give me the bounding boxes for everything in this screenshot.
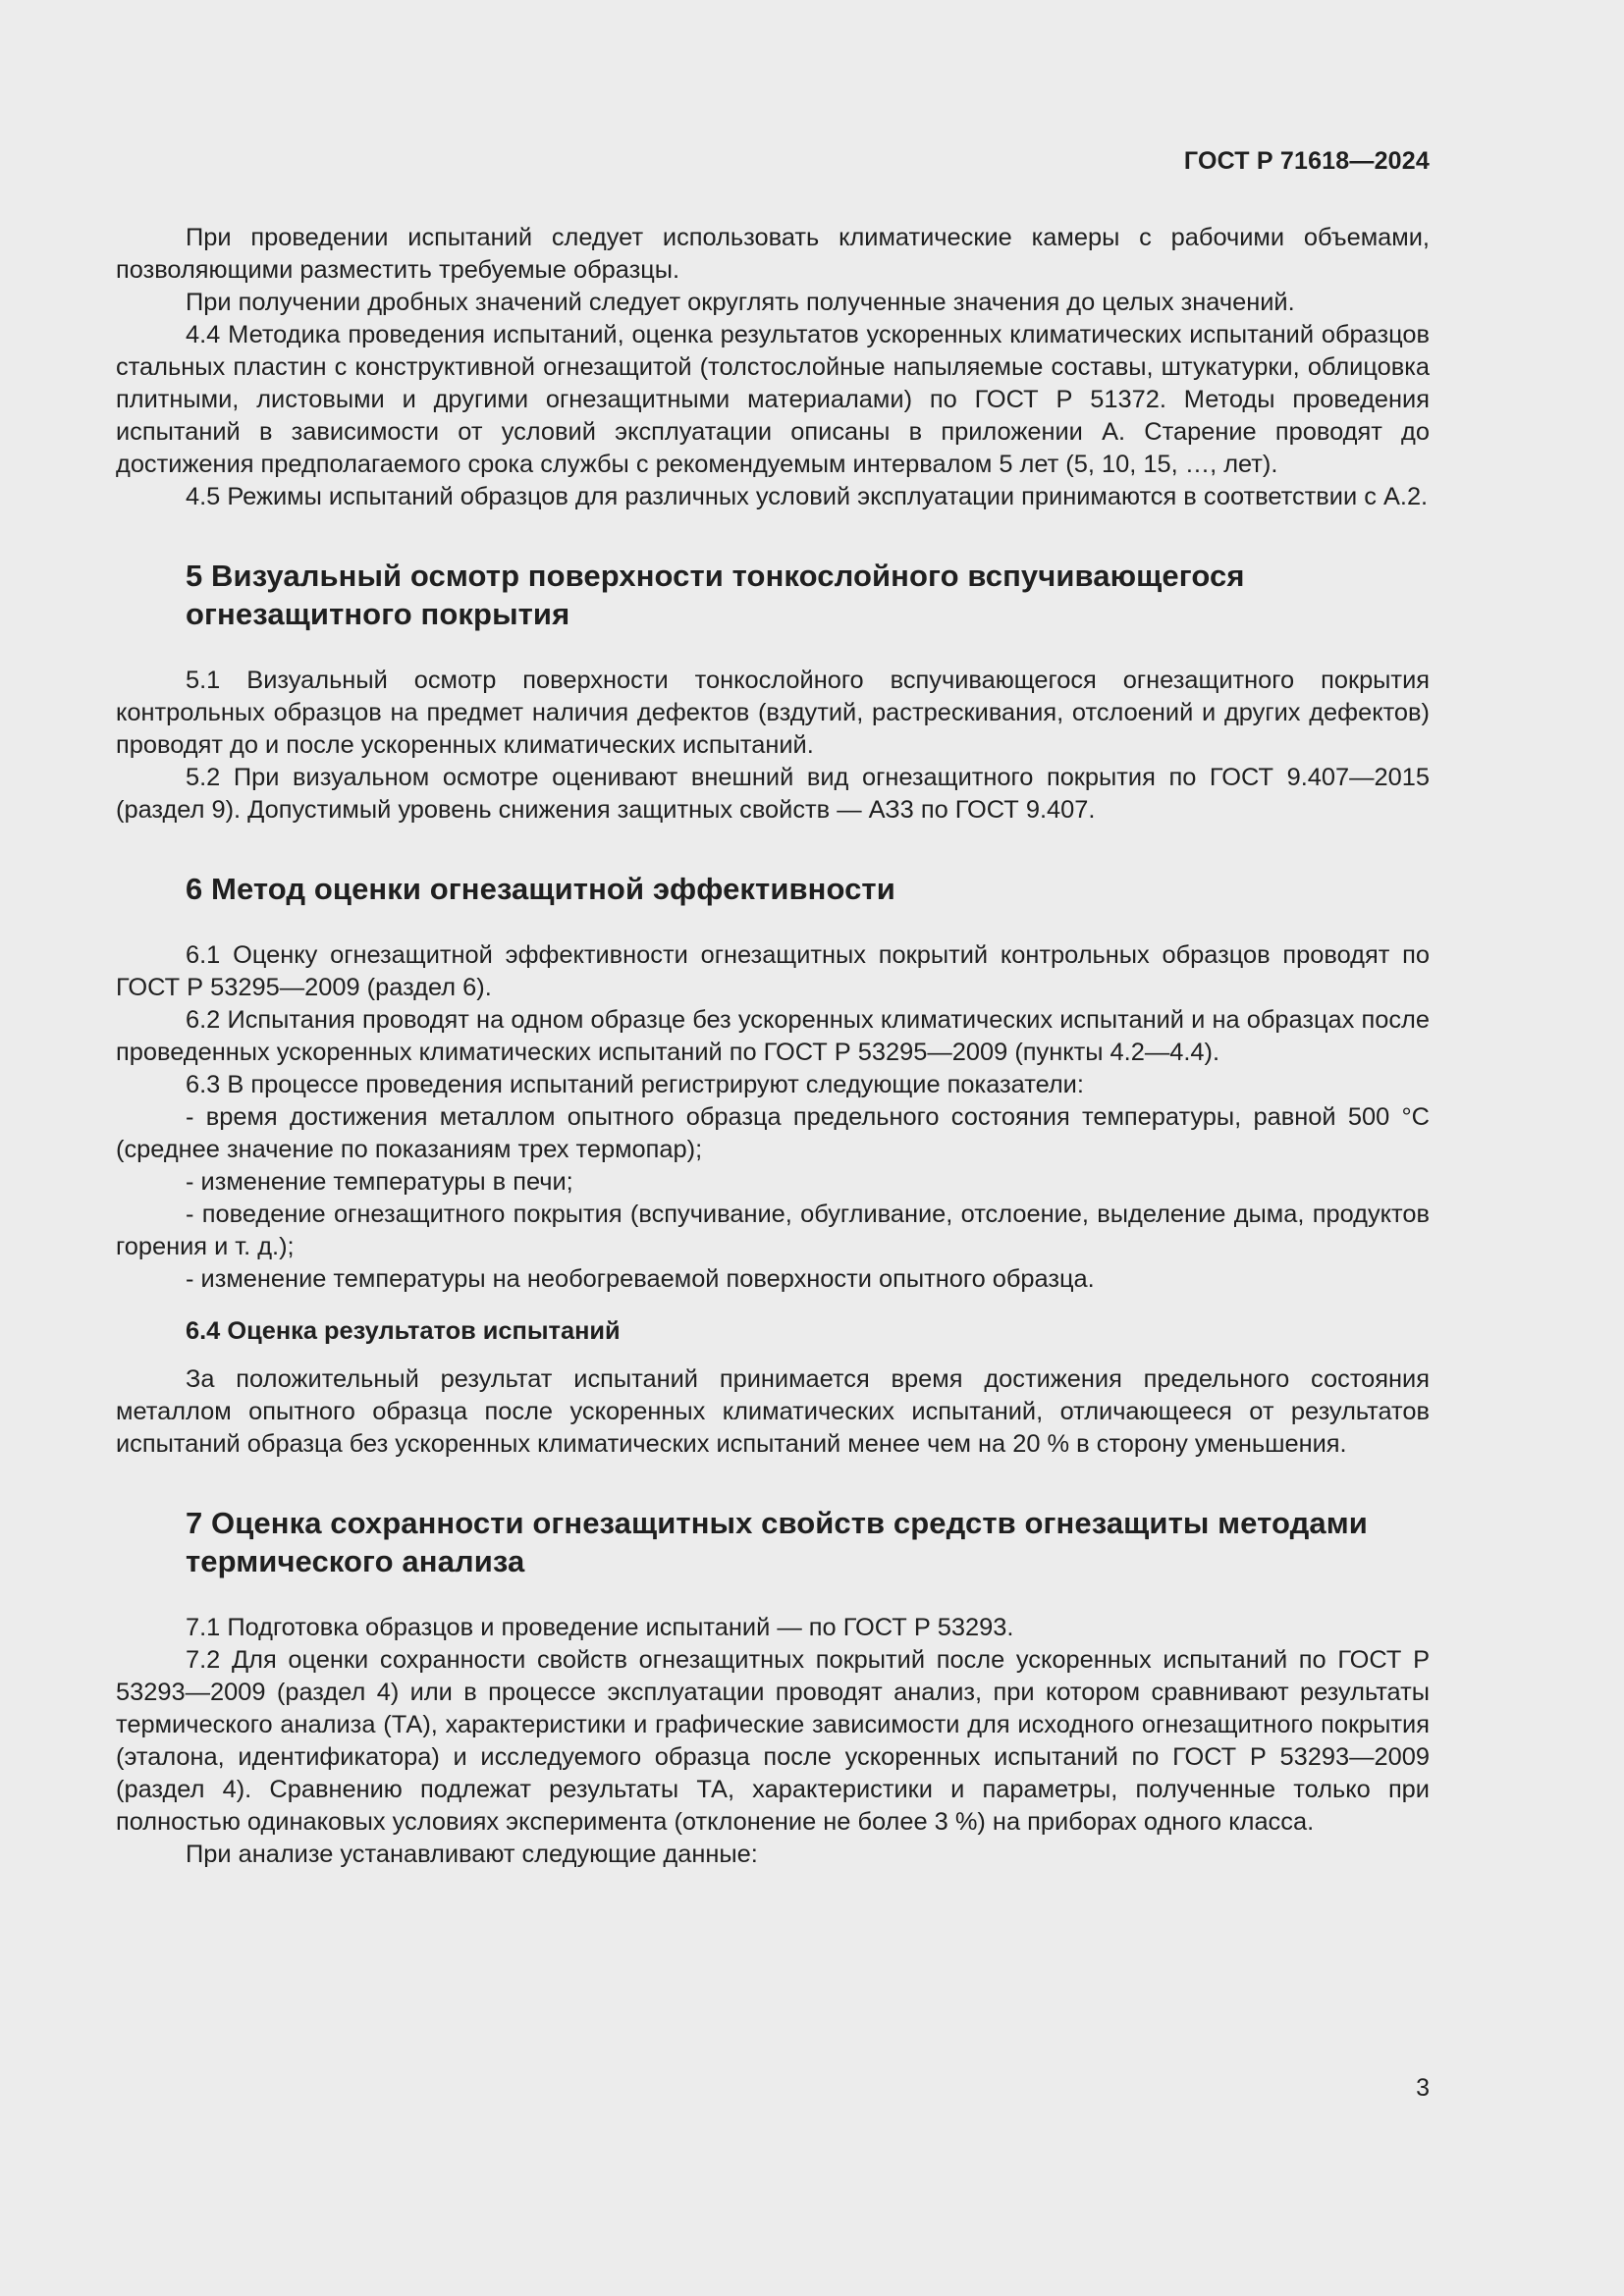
paragraph: При анализе устанавливают следующие данные: <box>186 1841 758 1868</box>
paragraph-6-1: 6.1 Оценку огнезащитной эффективности огнезащитных покрытий контрольных образцов проводят по ГОСТ Р 53295—2009 (раздел 6). <box>116 941 1430 1001</box>
paragraph-6-3: 6.3 В процессе проведения испытаний регистрируют следующие показатели: <box>186 1071 1084 1098</box>
paragraph-5-1: 5.1 Визуальный осмотр поверхности тонкослойного вспучивающегося огнезащитного покрытия контрольных образцов на предмет наличия дефектов (вздутий, растрескивания, отслоений и других дефектов) проводят до и после ускоренных климатических испытаний. <box>116 667 1430 759</box>
section-7-heading: 7 Оценка сохранности огнезащитных свойств средств огнезащиты методами термического анализа <box>186 1506 1368 1578</box>
list-item: - изменение температуры на необогреваемой поверхности опытного образца. <box>186 1265 1095 1293</box>
paragraph-4-4: 4.4 Методика проведения испытаний, оценка результатов ускоренных климатических испытаний образцов стальных пластин с конструктивной огнезащитой (толстослойные напыляемые составы, штукатурки, облицовка плитными, листовыми и другими огнезащитными материалами) по ГОСТ Р 51372. Методы проведения испытаний в зависимости от условий эксплуатации описаны в приложении А. Старение проводят до достижения предполагаемого срока службы с рекомендуемым интервалом 5 лет (5, 10, 15, …, лет). <box>116 321 1430 478</box>
paragraph-5-2: 5.2 При визуальном осмотре оценивают внешний вид огнезащитного покрытия по ГОСТ 9.407—2015 (раздел 9). Допустимый уровень снижения защитных свойств — АЗ3 по ГОСТ 9.407. <box>116 764 1430 824</box>
list-item: - изменение температуры в печи; <box>186 1168 573 1196</box>
paragraph: При проведении испытаний следует использовать климатические камеры с рабочими объемами, позволяющими разместить требуемые образцы. <box>116 224 1430 284</box>
subsection-6-4-heading: 6.4 Оценка результатов испытаний <box>186 1317 621 1345</box>
list-item: - поведение огнезащитного покрытия (вспучивание, обугливание, отслоение, выделение дыма, продуктов горения и т. д.); <box>116 1201 1430 1260</box>
paragraph-7-2: 7.2 Для оценки сохранности свойств огнезащитных покрытий после ускоренных испытаний по ГОСТ Р 53293—2009 (раздел 4) или в процессе эксплуатации проводят анализ, при котором сравнивают результаты термического анализа (ТА), характеристики и графические зависимости для исходного огнезащитного покрытия (эталона, идентификатора) и исследуемого образца после ускоренных испытаний по ГОСТ Р 53293—2009 (раздел 4). Сравнению подлежат результаты ТА, характеристики и параметры, полученные только при полностью одинаковых условиях эксперимента (отклонение не более 3 %) на приборах одного класса. <box>116 1646 1430 1836</box>
document-code: ГОСТ Р 71618—2024 <box>1183 147 1430 175</box>
paragraph-6-2: 6.2 Испытания проводят на одном образце без ускоренных климатических испытаний и на образцах после проведенных ускоренных климатических испытаний по ГОСТ Р 53295—2009 (пункты 4.2—4.4). <box>116 1006 1430 1066</box>
page-number: 3 <box>1416 2074 1430 2102</box>
paragraph-4-5: 4.5 Режимы испытаний образцов для различных условий эксплуатации принимаются в соответствии с А.2. <box>186 483 1429 510</box>
paragraph-7-1: 7.1 Подготовка образцов и проведение испытаний — по ГОСТ Р 53293. <box>186 1614 1014 1641</box>
page-body <box>116 222 1430 1871</box>
paragraph-6-4: За положительный результат испытаний принимается время достижения предельного состояния металлом опытного образца после ускоренных климатических испытаний, отличающееся от результатов испытаний образца без ускоренных климатических испытаний менее чем на 20 % в сторону уменьшения. <box>116 1365 1430 1458</box>
list-item: - время достижения металлом опытного образца предельного состояния температуры, равной 500 °С (среднее значение по показаниям трех термопар); <box>116 1103 1430 1163</box>
paragraph: При получении дробных значений следует округлять полученные значения до целых значений. <box>186 289 1295 316</box>
section-5-heading: 5 Визуальный осмотр поверхности тонкослойного вспучивающегося огнезащитного покрытия <box>186 559 1245 631</box>
section-6-heading: 6 Метод оценки огнезащитной эффективности <box>186 872 895 906</box>
